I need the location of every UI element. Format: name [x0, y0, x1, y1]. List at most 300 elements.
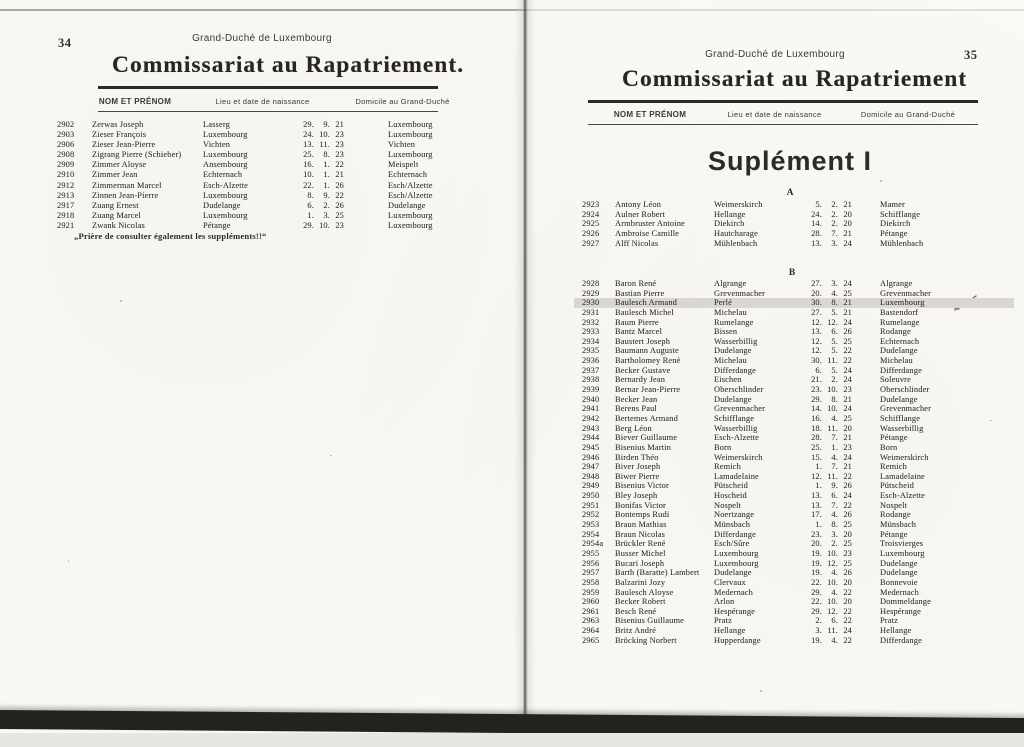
row-number: 2938 [582, 375, 600, 385]
row-number: 2918 [57, 210, 75, 220]
row-domicile: Münsbach [880, 520, 917, 530]
row-name: Baulesch Armand [615, 298, 678, 308]
row-number: 2933 [582, 327, 600, 337]
row-birthdate: 6. 5. 24 [815, 365, 852, 375]
row-name: Zimmer Jean [92, 170, 138, 180]
row-number: 2958 [582, 577, 600, 587]
row-birthdate: 12. 5. 25 [811, 336, 852, 346]
row-birthplace: Dudelange [714, 568, 752, 578]
table-row [0, 443, 1024, 453]
row-birthplace: Pütscheid [714, 481, 748, 491]
row-birthplace: Mühlenbach [714, 238, 758, 248]
row-domicile: Rumelange [880, 317, 920, 327]
row-name: Biever Guillaume [615, 433, 678, 443]
row-domicile: Hellange [880, 626, 912, 636]
row-domicile: Pétange [880, 529, 908, 539]
row-name: Barth (Baratte) Lambert [615, 568, 700, 578]
row-birthdate: 3. 11. 24 [815, 626, 852, 636]
row-number: 2906 [57, 140, 75, 150]
row-number: 2924 [582, 209, 600, 219]
row-name: Zerwas Joseph [92, 120, 144, 129]
row-birthplace: Vichten [203, 140, 231, 150]
row-birthdate: 13. 6. 26 [811, 327, 852, 337]
row-number: 2961 [582, 606, 600, 616]
table-row [0, 424, 1024, 434]
row-birthdate: 12. 11. 22 [811, 471, 852, 481]
scan-speckle [760, 690, 762, 692]
row-name: Zimmer Aloyse [92, 160, 147, 170]
row-number: 2929 [582, 288, 600, 298]
row-birthdate: 24. 10. 23 [303, 130, 344, 140]
row-birthplace: Schifflange [714, 413, 755, 423]
row-birthdate: 5. 2. 21 [815, 200, 852, 209]
column-header-name-right: NOM ET PRÉNOM [613, 110, 687, 119]
table-row [0, 539, 1024, 549]
row-birthplace: Noertzange [714, 510, 755, 520]
table-row [0, 404, 1024, 414]
row-domicile: Echternach [388, 170, 428, 180]
row-domicile: Pétange [880, 228, 908, 238]
table-row [0, 219, 1024, 229]
row-birthdate: 30. 8. 21 [811, 298, 852, 308]
row-name: Braun Mathias [615, 520, 667, 530]
table-row [0, 559, 1024, 569]
row-birthdate: 17. 4. 26 [811, 510, 852, 520]
row-birthdate: 29. 12. 22 [811, 606, 852, 616]
row-name: Antony Léon [615, 200, 662, 209]
row-number: 2951 [582, 500, 600, 510]
row-domicile: Lamadelaine [880, 471, 925, 481]
row-name: Berg Léon [615, 423, 652, 433]
row-birthdate: 23. 3. 20 [811, 529, 852, 539]
row-domicile: Echternach [880, 336, 920, 346]
row-number: 2944 [582, 433, 600, 443]
row-birthdate: 16. 1. 22 [303, 160, 344, 170]
name-table-section-b [0, 279, 1024, 645]
row-name: Biwer Pierre [615, 471, 660, 481]
row-domicile: Dudelange [388, 200, 426, 210]
row-birthdate: 1. 9. 26 [815, 481, 852, 491]
table-row [0, 279, 1024, 289]
row-number: 2934 [582, 336, 600, 346]
row-name: Bley Joseph [615, 491, 658, 501]
table-row [0, 520, 1024, 530]
row-name: Zieser François [92, 130, 147, 140]
row-number: 2928 [582, 279, 600, 288]
row-birthplace: Hoscheid [714, 491, 747, 501]
table-row [0, 200, 1024, 210]
row-name: Bröcking Norbert [615, 635, 677, 645]
table-row [0, 356, 1024, 366]
row-birthplace: Weimerskirch [714, 452, 763, 462]
row-name: Zwank Nicolas [92, 220, 145, 230]
table-row [0, 239, 1024, 249]
row-number: 2946 [582, 452, 600, 462]
row-birthplace: Born [714, 442, 732, 452]
row-birthplace: Nospelt [714, 500, 742, 510]
row-birthdate: 19. 4. 22 [811, 635, 852, 645]
row-number: 2954a [582, 539, 604, 549]
row-birthplace: Rumelange [714, 317, 754, 327]
row-birthplace: Differdange [714, 365, 756, 375]
row-birthplace: Hellange [714, 209, 746, 219]
row-domicile: Dudelange [880, 558, 918, 568]
row-birthplace: Luxembourg [203, 190, 248, 200]
row-name: Bucari Joseph [615, 558, 665, 568]
supplement-title: Suplément I [707, 146, 873, 176]
table-row [0, 337, 1024, 347]
row-number: 2913 [57, 190, 75, 200]
row-domicile: Algrange [880, 279, 913, 288]
row-number: 2948 [582, 471, 600, 481]
row-birthdate: 25. 8. 23 [303, 150, 344, 160]
row-name: Busser Michel [615, 548, 666, 558]
row-number: 2953 [582, 520, 600, 530]
row-birthplace: Diekirch [714, 219, 745, 229]
header-rule [588, 100, 978, 103]
row-birthplace: Oberschlinder [714, 385, 764, 395]
table-row [0, 229, 1024, 239]
row-birthdate: 20. 4. 25 [811, 288, 852, 298]
row-name: Balzarini Jozy [615, 577, 666, 587]
row-number: 2908 [57, 150, 75, 160]
table-row [0, 210, 1024, 220]
row-number: 2950 [582, 491, 600, 501]
row-number: 2939 [582, 385, 600, 395]
row-birthdate: 2. 6. 22 [815, 616, 852, 626]
row-birthplace: Eischen [714, 375, 742, 385]
table-row [0, 626, 1024, 636]
row-domicile: Bonnevoie [880, 577, 918, 587]
row-domicile: Meispelt [388, 160, 419, 170]
row-domicile: Michelau [880, 356, 913, 366]
row-name: Bastian Pierre [615, 288, 665, 298]
row-birthplace: Dudelange [203, 200, 241, 210]
table-row [0, 578, 1024, 588]
row-domicile: Luxembourg [388, 130, 433, 140]
row-birthplace: Michelau [714, 307, 747, 317]
row-name: Becker Robert [615, 597, 666, 607]
row-domicile: Hespérange [880, 606, 922, 616]
row-domicile: Schifflange [880, 413, 921, 423]
row-name: Aulner Robert [615, 209, 666, 219]
table-row [0, 607, 1024, 617]
row-name: Berens Paul [615, 404, 657, 414]
row-domicile: Grevenmacher [880, 404, 932, 414]
row-number: 2957 [582, 568, 600, 578]
row-birthplace: Hespérange [714, 606, 756, 616]
row-birthplace: Perlé [714, 298, 732, 308]
row-birthdate: 19. 12. 25 [811, 558, 852, 568]
row-domicile: Luxembourg [880, 548, 925, 558]
row-number: 2952 [582, 510, 600, 520]
row-birthdate: 14. 2. 20 [811, 219, 852, 229]
row-number: 2947 [582, 462, 600, 472]
row-birthplace: Lasserg [203, 120, 230, 129]
header-rule-thin [588, 124, 978, 125]
row-domicile: Grevenmacher [880, 288, 932, 298]
row-number: 2925 [582, 219, 600, 229]
row-birthplace: Hellange [714, 626, 746, 636]
row-number: 2965 [582, 635, 600, 645]
row-number: 2926 [582, 228, 600, 238]
row-name: Becker Jean [615, 394, 658, 404]
row-name: Zimmerman Marcel [92, 180, 162, 190]
row-birthplace: Pétange [203, 220, 231, 230]
row-birthdate: 10. 1. 21 [303, 170, 344, 180]
row-number: 2941 [582, 404, 600, 414]
row-name: Bisenius Victor [615, 481, 669, 491]
row-birthdate: 14. 10. 24 [811, 404, 852, 414]
row-number: 2964 [582, 626, 600, 636]
row-domicile: Medernach [880, 587, 920, 597]
row-number: 2945 [582, 442, 600, 452]
table-row [0, 472, 1024, 482]
row-birthplace: Dudelange [714, 394, 752, 404]
row-name: Bertemes Armand [615, 413, 678, 423]
row-birthdate: 8. 9. 22 [307, 190, 344, 200]
row-name: Bisenius Guillaume [615, 616, 684, 626]
row-birthdate: 16. 4. 25 [811, 413, 852, 423]
row-birthplace: Dudelange [714, 346, 752, 356]
row-birthdate: 13. 6. 24 [811, 491, 852, 501]
row-birthdate: 24. 2. 20 [811, 209, 852, 219]
table-row [0, 510, 1024, 520]
row-birthdate: 18. 11. 20 [811, 423, 852, 433]
row-domicile: Rodange [880, 327, 911, 337]
table-row [0, 375, 1024, 385]
row-name: Baumann Auguste [615, 346, 679, 356]
row-birthplace: Grevenmacher [714, 404, 766, 414]
row-name: Bantz Marcel [615, 327, 663, 337]
row-birthplace: Arlon [714, 597, 735, 607]
table-row [0, 120, 1024, 130]
table-row [0, 289, 1024, 299]
row-birthplace: Grevenmacher [714, 288, 766, 298]
row-name: Bisenius Martin [615, 442, 671, 452]
row-name: Baulesch Michel [615, 307, 674, 317]
row-birthplace: Luxembourg [203, 130, 248, 140]
scan-edge-line [0, 9, 1024, 11]
row-birthdate: 12. 12. 24 [811, 317, 852, 327]
row-birthplace: Ansembourg [203, 160, 248, 170]
row-number: 2936 [582, 356, 600, 366]
row-number: 2927 [582, 238, 600, 248]
row-number: 2963 [582, 616, 600, 626]
row-number: 2902 [57, 120, 75, 129]
row-birthplace: Clervaux [714, 577, 746, 587]
row-domicile: Esch/Alzette [388, 180, 433, 190]
row-birthplace: Hautcharage [714, 228, 758, 238]
row-domicile: Esch/Alzette [388, 190, 433, 200]
row-birthplace: Luxembourg [203, 210, 248, 220]
table-row [0, 530, 1024, 540]
row-domicile: Luxembourg [388, 210, 433, 220]
row-birthplace: Wasserbillig [714, 336, 758, 346]
row-number: 2917 [57, 200, 75, 210]
row-number: 2923 [582, 200, 600, 209]
page-number-right: 35 [964, 48, 978, 62]
row-birthdate: 22. 1. 26 [303, 180, 344, 190]
row-birthdate: 12. 5. 22 [811, 346, 852, 356]
country-header-left: Grand-Duché de Luxembourg [192, 33, 332, 44]
row-number: 2942 [582, 413, 600, 423]
row-birthplace: Münsbach [714, 520, 751, 530]
row-number: 2956 [582, 558, 600, 568]
row-number: 2912 [57, 180, 75, 190]
country-header-right: Grand-Duché de Luxembourg [705, 49, 845, 60]
row-number: 2937 [582, 365, 600, 375]
row-name: Ambroise Camille [615, 228, 680, 238]
row-birthplace: Hupperdange [714, 635, 761, 645]
row-birthdate: 22. 10. 20 [811, 597, 852, 607]
row-domicile: Pétange [880, 433, 908, 443]
row-birthdate: 27. 5. 21 [811, 307, 852, 317]
table-row [0, 597, 1024, 607]
row-name: Armbruster Antoine [615, 219, 685, 229]
row-birthdate: 19. 10. 23 [811, 548, 852, 558]
row-birthdate: 29. 4. 22 [811, 587, 852, 597]
row-domicile: Remich [880, 462, 907, 472]
table-row [0, 318, 1024, 328]
table-row [0, 308, 1024, 318]
row-birthdate: 23. 10. 23 [811, 385, 852, 395]
row-name: Besch René [615, 606, 657, 616]
table-row [0, 568, 1024, 578]
row-name: Bartholomey René [615, 356, 681, 366]
row-birthdate: 1. 3. 25 [307, 210, 344, 220]
row-name: Bernar Jean-Pierre [615, 385, 681, 395]
row-name: Brückler René [615, 539, 666, 549]
row-number: 2932 [582, 317, 600, 327]
row-name: Zuang Marcel [92, 210, 142, 220]
row-birthplace: Lamadelaine [714, 471, 759, 481]
table-row [0, 130, 1024, 140]
row-birthplace: Algrange [714, 279, 747, 288]
row-birthdate: 29. 8. 21 [811, 394, 852, 404]
row-domicile: Mühlenbach [880, 238, 924, 248]
row-number: 2949 [582, 481, 600, 491]
row-name: Baustert Joseph [615, 336, 671, 346]
column-header-name-left: NOM ET PRÉNOM [98, 97, 172, 106]
row-birthplace: Esch-Alzette [714, 433, 760, 443]
scanner-background [0, 733, 1024, 747]
row-birthplace: Wasserbillig [714, 423, 758, 433]
row-number: 2903 [57, 130, 75, 140]
row-birthdate: 27. 3. 24 [811, 279, 852, 288]
row-birthdate: 1. 8. 25 [815, 520, 852, 530]
row-birthdate: 13. 3. 24 [811, 238, 852, 248]
row-domicile: Soleuvre [880, 375, 911, 385]
row-name: Baron René [615, 279, 657, 288]
table-row [0, 414, 1024, 424]
row-domicile: Dudelange [880, 346, 918, 356]
table-row [0, 346, 1024, 356]
table-row [0, 181, 1024, 191]
row-birthplace: Luxembourg [714, 558, 759, 568]
supplement-note: „Prière de consulter également les suppléments!!“ [74, 231, 267, 241]
row-domicile: Rodange [880, 510, 911, 520]
row-name: Bernardy Jean [615, 375, 666, 385]
row-birthplace: Differdange [714, 529, 756, 539]
row-domicile: Esch-Alzette [880, 491, 926, 501]
row-birthplace: Remich [714, 462, 741, 472]
row-domicile: Dudelange [880, 394, 918, 404]
table-row [0, 298, 1024, 308]
table-row [0, 366, 1024, 376]
row-birthdate: 13. 11. 23 [303, 140, 344, 150]
name-table-section-a [0, 200, 1024, 248]
row-number: 2943 [582, 423, 600, 433]
row-birthdate: 20. 2. 25 [811, 539, 852, 549]
column-header-domicile-left: Domicile au Grand-Duché [355, 97, 450, 106]
row-domicile: Mamer [880, 200, 905, 209]
row-birthplace: Bissen [714, 327, 738, 337]
row-birthdate: 19. 4. 26 [811, 568, 852, 578]
page-title-left: Commissariat au Rapatriement. [112, 52, 465, 78]
row-number: 2921 [57, 220, 75, 230]
row-birthdate: 29. 9. 21 [303, 120, 344, 129]
table-row [0, 616, 1024, 626]
row-name: Baulesch Aloyse [615, 587, 674, 597]
row-number: 2955 [582, 548, 600, 558]
row-number: 2931 [582, 307, 600, 317]
row-name: Biver Joseph [615, 462, 661, 472]
column-header-birth-right: Lieu et date de naissance [727, 110, 822, 119]
row-domicile: Troisvierges [880, 539, 924, 549]
row-domicile: Luxembourg [388, 120, 433, 129]
row-domicile: Luxembourg [880, 298, 925, 308]
section-letter-a: A [786, 188, 794, 198]
page-title-right: Commissariat au Rapatriement [622, 66, 968, 92]
table-row [0, 462, 1024, 472]
row-name: Zuang Ernest [92, 200, 139, 210]
page-number-left: 34 [58, 36, 72, 50]
row-birthplace: Esch-Alzette [203, 180, 249, 190]
row-name: Britz André [615, 626, 656, 636]
row-birthdate: 25. 1. 23 [811, 442, 852, 452]
row-domicile: Bastendorf [880, 307, 919, 317]
table-row [0, 481, 1024, 491]
row-domicile: Weimerskirch [880, 452, 929, 462]
table-row [0, 385, 1024, 395]
table-row [0, 491, 1024, 501]
section-letter-b: B [788, 268, 796, 278]
row-birthplace: Medernach [714, 587, 754, 597]
row-domicile: Schifflange [880, 209, 921, 219]
row-domicile: Nospelt [880, 500, 908, 510]
row-name: Birden Théo [615, 452, 659, 462]
row-name: Zinnen Jean-Pierre [92, 190, 159, 200]
row-name: Baum Pierre [615, 317, 659, 327]
row-birthplace: Luxembourg [714, 548, 759, 558]
row-birthdate: 28. 7. 21 [811, 228, 852, 238]
row-name: Becker Gustave [615, 365, 671, 375]
row-domicile: Dommeldange [880, 597, 931, 607]
row-number: 2959 [582, 587, 600, 597]
row-birthplace: Luxembourg [203, 150, 248, 160]
row-domicile: Differdange [880, 365, 922, 375]
table-row [0, 636, 1024, 646]
row-domicile: Vichten [388, 140, 416, 150]
table-row [0, 453, 1024, 463]
row-birthdate: 1. 7. 21 [815, 462, 852, 472]
row-name: Bontemps Rudi [615, 510, 670, 520]
row-birthplace: Pratz [714, 616, 732, 626]
row-birthdate: 28. 7. 21 [811, 433, 852, 443]
table-row [0, 549, 1024, 559]
row-number: 2960 [582, 597, 600, 607]
